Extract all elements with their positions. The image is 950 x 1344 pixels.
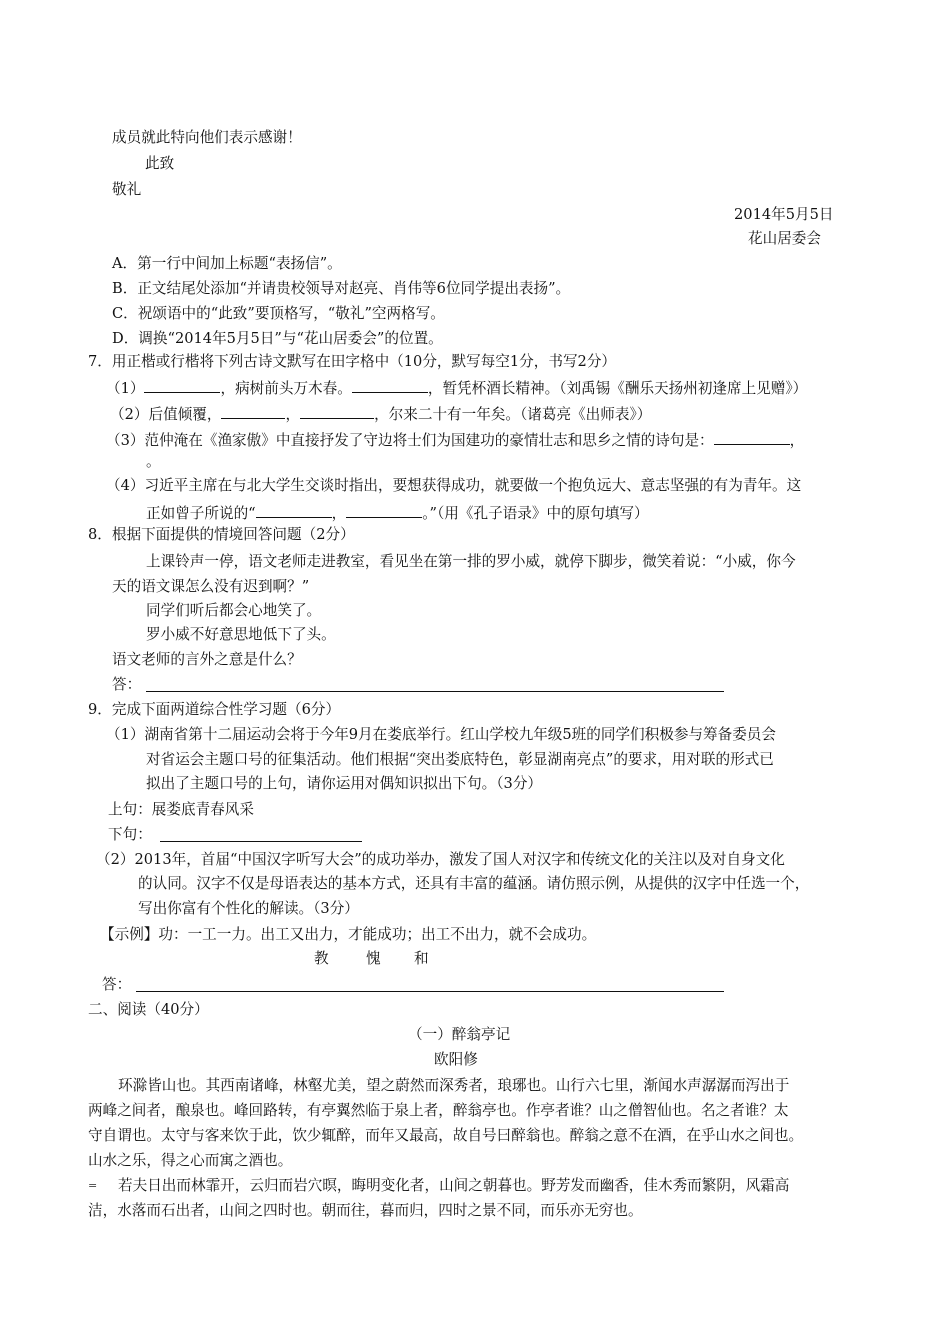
q8-answer-line[interactable] [146,691,724,692]
q9-title: 9．完成下面两道综合性学习题（6分） [88,701,341,718]
q7-p4-text-1: 正如曾子所说的“ [146,505,256,522]
reading-para1-line2: 两峰之间者，酿泉也。峰回路转，有亭翼然临于泉上者，醉翁亭也。作亭者谁？山之僧智仙也。名之者谁？太 [88,1102,789,1119]
q9-example: 【示例】功：一工一力。出工又出力，才能成功；出工不出力，就不会成功。 [100,926,597,943]
q8-para1-line2: 天的语文课怎么没有迟到啊？” [112,578,310,595]
reading-para2-mark: = [88,1179,98,1192]
reading-title: （一）醉翁亭记 [408,1026,511,1043]
q9-p1-line2: 对省运会主题口号的征集活动。他们根据“突出娄底特色，彰显湖南亮点”的要求，用对联的形式已 [146,751,774,768]
q9-p1-line3: 拟出了主题口号的上句，请你运用对偶知识拟出下句。（3分） [146,775,543,792]
q7-p1-text-2: ，暂凭杯酒长精神。（刘禹锡《酬乐天扬州初逢席上见赠》） [427,380,808,397]
reading-para1-line3: 守自谓也。太守与客来饮于此，饮少辄醉，而年又最高，故自号曰醉翁也。醉翁之意不在酒，在乎山水之间也。 [88,1127,804,1144]
q7-p2-text-3: ，尔来二十有一年矣。（诸葛亮《出师表》） [374,406,652,423]
q9-p2-line1: （2）2013年，首届“中国汉字听写大会”的成功举办，激发了国人对汉字和传统文化的关注以及对自身文化 [96,851,785,868]
q9-char-3: 和 [414,950,429,967]
q9-answer-line[interactable] [136,991,724,992]
q8-answer-label: 答： [112,676,142,693]
q9-char-2: 愧 [366,950,381,967]
q8-para3: 罗小威不好意思地低下了头。 [146,626,336,643]
q7-p3-end: 。 [146,453,161,470]
letter-date: 2014年5月5日 [734,206,834,223]
q7-part3 [106,428,804,451]
q7-p3-blank-1[interactable] [714,428,790,445]
q9-lower-answer-line[interactable] [160,841,362,842]
reading-author: 欧阳修 [434,1051,478,1068]
q9-lower-label: 下句： [108,826,152,843]
q7-p4-text-3: 。”（用《孔子语录》中的原句填写） [422,505,649,522]
reading-para2-line1: 若夫日出而林霏开，云归而岩穴暝，晦明变化者，山间之朝暮也。野芳发而幽香，佳木秀而繁阴，风霜高 [118,1177,790,1194]
q7-p2-text-2: ， [285,406,301,423]
reading-para2-line2: 洁，水落而石出者，山间之四时也。朝而往，暮而归，四时之景不同，而乐亦无穷也。 [88,1202,643,1219]
q7-p2-blank-1[interactable] [221,402,285,419]
q9-upper-line: 上句：展娄底青春风采 [108,801,254,818]
letter-salutation-2: 敬礼 [112,181,142,198]
q7-p1-label: （1） [106,380,145,397]
q9-p2-line2: 的认同。汉字不仅是母语表达的基本方式，还具有丰富的蕴涵。请仿照示例，从提供的汉字中任选一个， [138,875,810,892]
q7-part4-line2 [146,501,649,524]
q7-part2 [110,402,651,425]
reading-section-heading: 二、阅读（40分） [88,1001,209,1018]
q7-p4-blank-1[interactable] [256,501,332,518]
q9-p2-line3: 写出你富有个性化的解读。（3分） [138,900,359,917]
letter-closing-line: 成员就此特向他们表示感谢！ [112,129,302,146]
letter-signer: 花山居委会 [748,230,821,247]
q6-option-d: D．调换“2014年5月5日”与“花山居委会”的位置。 [112,330,443,347]
q7-p1-blank-2[interactable] [352,376,428,393]
q7-p2-text-1: （2）后值倾覆， [110,406,222,423]
q9-char-1: 教 [314,950,329,967]
q7-p3-text-2: ， [789,432,805,449]
q6-option-b: B．正文结尾处添加“并请贵校领导对赵亮、肖伟等6位同学提出表扬”。 [112,280,571,297]
q8-para2: 同学们听后都会心地笑了。 [146,602,322,619]
q9-answer-label: 答： [102,976,132,993]
q7-title: 7．用正楷或行楷将下列古诗文默写在田字格中（10分，默写每空1分，书写2分） [88,353,617,370]
q9-p1-line1: （1）湖南省第十二届运动会将于今年9月在娄底举行。红山学校九年级5班的同学们积极参与筹备委员会 [106,726,776,743]
q6-option-c: C．祝颂语中的“此致”要顶格写，“敬礼”空两格写。 [112,305,445,322]
q7-p1-text-1: ，病树前头万木春。 [220,380,352,397]
q6-option-a: A．第一行中间加上标题“表扬信”。 [112,255,342,272]
q7-part1 [106,376,807,399]
reading-para1-line1: 环滁皆山也。其西南诸峰，林壑尤美，望之蔚然而深秀者，琅琊也。山行六七里，渐闻水声潺潺而泻出于 [118,1077,790,1094]
letter-salutation-1: 此致 [145,155,175,172]
q8-para1-line1: 上课铃声一停，语文老师走进教室，看见坐在第一排的罗小威，就停下脚步，微笑着说：“小威，你今 [146,553,796,570]
q7-p4-text-2: ， [331,505,347,522]
q7-part4-line1: （4）习近平主席在与北大学生交谈时指出，要想获得成功，就要做一个抱负远大、意志坚强的有为青年。这 [106,477,802,494]
q7-p2-blank-2[interactable] [300,402,374,419]
q8-question: 语文老师的言外之意是什么？ [112,651,302,668]
q7-p4-blank-2[interactable] [346,501,422,518]
q7-p1-blank-1[interactable] [144,376,220,393]
q8-title: 8．根据下面提供的情境回答问题（2分） [88,526,355,543]
q7-p3-text-1: （3）范仲淹在《渔家傲》中直接抒发了守边将士们为国建功的豪情壮志和思乡之情的诗句是： [106,432,714,449]
reading-para1-line4: 山水之乐，得之心而寓之酒也。 [88,1152,293,1169]
